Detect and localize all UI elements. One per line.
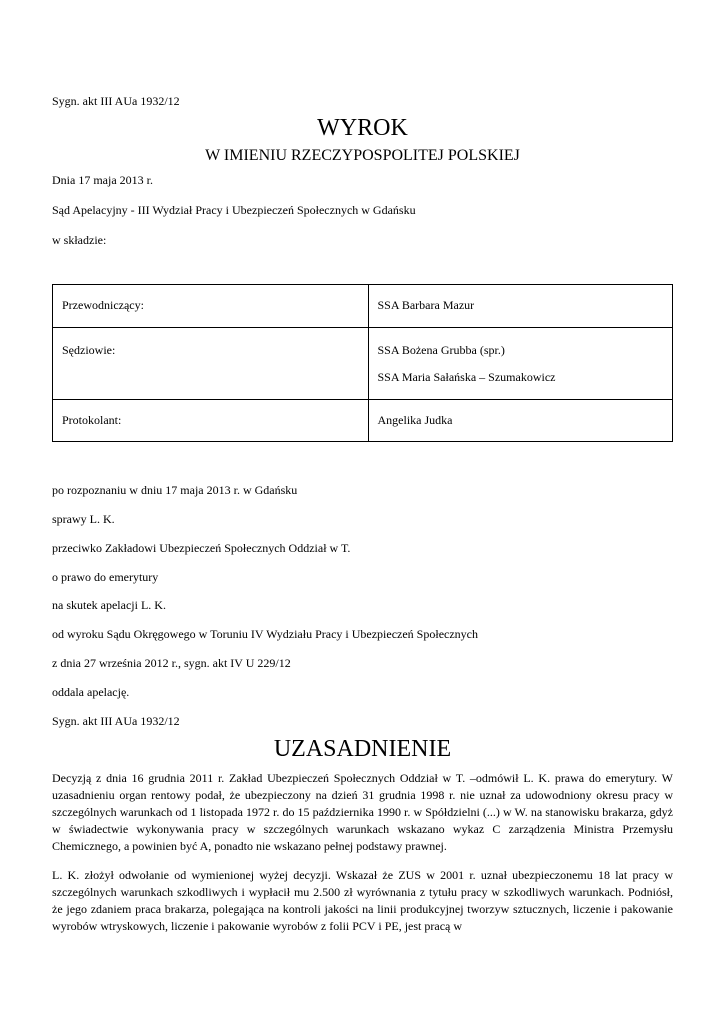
clerk-name: Angelika Judka — [377, 413, 453, 427]
court-name: Sąd Apelacyjny - III Wydział Pracy i Ubezpieczeń Społecznych w Gdańsku — [52, 203, 416, 217]
ruling-line: z dnia 27 września 2012 r., sygn. akt IV U 229/12 — [52, 656, 291, 670]
table-cell — [53, 328, 369, 400]
composition-table — [52, 284, 673, 442]
table-row — [53, 328, 673, 400]
table-cell — [368, 400, 673, 442]
table-row — [53, 400, 673, 442]
composition-intro: w składzie: — [52, 233, 107, 247]
table-cell — [368, 285, 673, 328]
document-title: WYROK — [317, 115, 408, 141]
presiding-label: Przewodniczący: — [62, 298, 144, 312]
ruling-line: od wyroku Sądu Okręgowego w Toruniu IV Wydziału Pracy i Ubezpieczeń Społecznych — [52, 627, 478, 641]
judge-name: SSA Maria Sałańska – Szumakowicz — [377, 370, 556, 384]
ruling-verdict: oddala apelację. — [52, 685, 130, 699]
ruling-line: na skutek apelacji L. K. — [52, 598, 166, 612]
clerk-label: Protokolant: — [62, 413, 122, 427]
judge-name: SSA Bożena Grubba (spr.) — [377, 343, 505, 357]
judgment-date: Dnia 17 maja 2013 r. — [52, 173, 153, 187]
table-cell — [53, 285, 369, 328]
ruling-line: przeciwko Zakładowi Ubezpieczeń Społecznych Oddział w T. — [52, 541, 351, 555]
table-cell — [53, 400, 369, 442]
justification-paragraph: Decyzją z dnia 16 grudnia 2011 r. Zakład Ubezpieczeń Społecznych Oddział w T. –odmówił L. K. prawa do emerytury. W uzasadnieniu organ rentowy podał, że ubezpieczony na dzień 31 grudnia 1998 r. nie uznał za udowodniony okresu pracy w szczególnych warunkach od 1 listopada 1972 r. do 15 października 1990 r. w Spółdzielni (...) w W. na stanowisku brakarza, gdyż w świadectwie wykonywania pracy w szczególnych warunkach wskazano wykaz C zarządzenia Ministra Przemysłu Chemicznego, a powinien być A, ponadto nie wskazano pełnej podstawy prawnej. — [52, 771, 673, 853]
justification-title: UZASADNIENIE — [273, 736, 452, 762]
judges-label: Sędziowie: — [62, 343, 116, 357]
document-subtitle: W IMIENIU RZECZYPOSPOLITEJ POLSKIEJ — [205, 147, 520, 164]
table-cell — [368, 328, 673, 400]
case-reference: Sygn. akt III AUa 1932/12 — [52, 714, 180, 728]
case-reference: Sygn. akt III AUa 1932/12 — [52, 94, 180, 108]
ruling-line: o prawo do emerytury — [52, 570, 159, 584]
table-row — [53, 285, 673, 328]
ruling-line: po rozpoznaniu w dniu 17 maja 2013 r. w Gdańsku — [52, 483, 298, 497]
justification-paragraph: L. K. złożył odwołanie od wymienionej wyżej decyzji. Wskazał że ZUS w 2001 r. uznał ubezpieczonemu 18 lat pracy w szczególnych warunkach szkodliwych i wypłacił mu 2.500 zł wyrównania z tytułu pracy w szkodliwych warunkach. Podniósł, że jego zdaniem praca brakarza, polegająca na kontroli jakości na linii produkcyjnej tworzyw sztucznych, liczenie i pakowanie wyrobów wtryskowych, liczenie i pakowanie wyrobów z folii PCV i PE, jest pracą w — [52, 868, 673, 933]
presiding-judge: SSA Barbara Mazur — [377, 298, 475, 312]
ruling-line: sprawy L. K. — [52, 512, 115, 526]
